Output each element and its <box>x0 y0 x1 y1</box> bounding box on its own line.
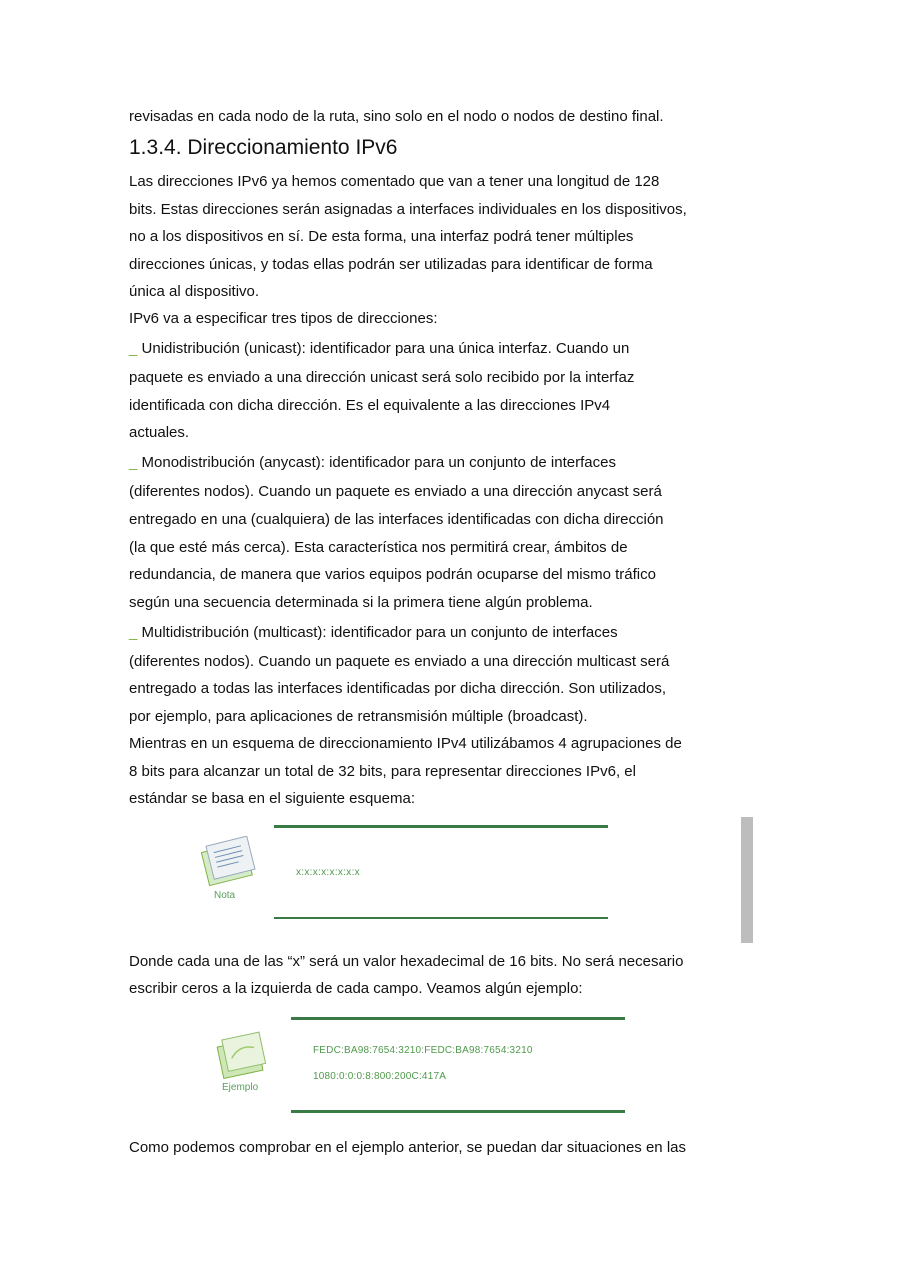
text-line: entregado en una (cualquiera) de las interfaces identificadas con dicha dirección <box>129 511 664 528</box>
bullet-text: Unidistribución (unicast): identificador para una única interfaz. Cuando un <box>141 340 630 357</box>
example-bottom-rule <box>291 1110 625 1113</box>
example-icon-label: Ejemplo <box>222 1082 259 1093</box>
text-line: según una secuencia determinada si la primera tiene algún problema. <box>129 594 593 611</box>
bullet-item-anycast <box>129 449 616 477</box>
bullet-marker: _ <box>129 340 138 357</box>
example-icon <box>208 1030 278 1086</box>
note-icon-label: Nota <box>214 890 236 901</box>
text-line: actuales. <box>129 424 190 441</box>
text-line: estándar se basa en el siguiente esquema: <box>129 790 416 807</box>
text-line: redundancia, de manera que varios equipos podrán ocuparse del mismo tráfico <box>129 566 656 583</box>
text-line: (diferentes nodos). Cuando un paquete es enviado a una dirección multicast será <box>129 653 670 670</box>
text-line: 8 bits para alcanzar un total de 32 bits, para representar direcciones IPv6, el <box>129 763 636 780</box>
text-line: Las direcciones IPv6 ya hemos comentado que van a tener una longitud de 128 <box>129 173 660 190</box>
text-line: paquete es enviado a una dirección unicast será solo recibido por la interfaz <box>129 369 635 386</box>
text-line: única al dispositivo. <box>129 283 260 300</box>
text-line: bits. Estas direcciones serán asignadas a interfaces individuales en los dispositivos, <box>129 201 687 218</box>
text-line: (la que esté más cerca). Esta característica nos permitirá crear, ámbitos de <box>129 539 628 556</box>
text-line: escribir ceros a la izquierda de cada campo. Veamos algún ejemplo: <box>129 980 583 997</box>
text-line: IPv6 va a especificar tres tipos de direcciones: <box>129 310 438 327</box>
text-line: revisadas en cada nodo de la ruta, sino solo en el nodo o nodos de destino final. <box>129 108 664 125</box>
note-icon <box>195 836 265 892</box>
note-content: x:x:x:x:x:x:x:x <box>296 867 360 878</box>
example-line: 1080:0:0:0:8:800:200C:417A <box>313 1071 447 1082</box>
text-line: no a los dispositivos en sí. De esta forma, una interfaz podrá tener múltiples <box>129 228 634 245</box>
note-top-rule <box>274 825 608 828</box>
text-line: por ejemplo, para aplicaciones de retransmisión múltiple (broadcast). <box>129 708 588 725</box>
text-line: Mientras en un esquema de direccionamiento IPv4 utilizábamos 4 agrupaciones de <box>129 735 682 752</box>
text-line: entregado a todas las interfaces identificadas por dicha dirección. Son utilizados, <box>129 680 666 697</box>
text-line: identificada con dicha dirección. Es el equivalente a las direcciones IPv4 <box>129 397 611 414</box>
text-line: (diferentes nodos). Cuando un paquete es enviado a una dirección anycast será <box>129 483 662 500</box>
scrollbar-thumb[interactable] <box>741 817 753 943</box>
bullet-item-unicast <box>129 335 629 363</box>
bullet-text: Multidistribución (multicast): identificador para un conjunto de interfaces <box>141 624 618 641</box>
example-top-rule <box>291 1017 625 1020</box>
section-heading: 1.3.4. Direccionamiento IPv6 <box>129 136 398 159</box>
bullet-item-multicast <box>129 619 618 647</box>
bullet-text: Monodistribución (anycast): identificador para un conjunto de interfaces <box>141 454 616 471</box>
note-bottom-rule <box>274 917 608 919</box>
text-line: Como podemos comprobar en el ejemplo anterior, se puedan dar situaciones en las <box>129 1139 686 1156</box>
text-line: direcciones únicas, y todas ellas podrán ser utilizadas para identificar de forma <box>129 256 653 273</box>
example-line: FEDC:BA98:7654:3210:FEDC:BA98:7654:3210 <box>313 1045 533 1056</box>
bullet-marker: _ <box>129 624 138 641</box>
bullet-marker: _ <box>129 454 138 471</box>
text-line: Donde cada una de las “x” será un valor hexadecimal de 16 bits. No será necesario <box>129 953 684 970</box>
